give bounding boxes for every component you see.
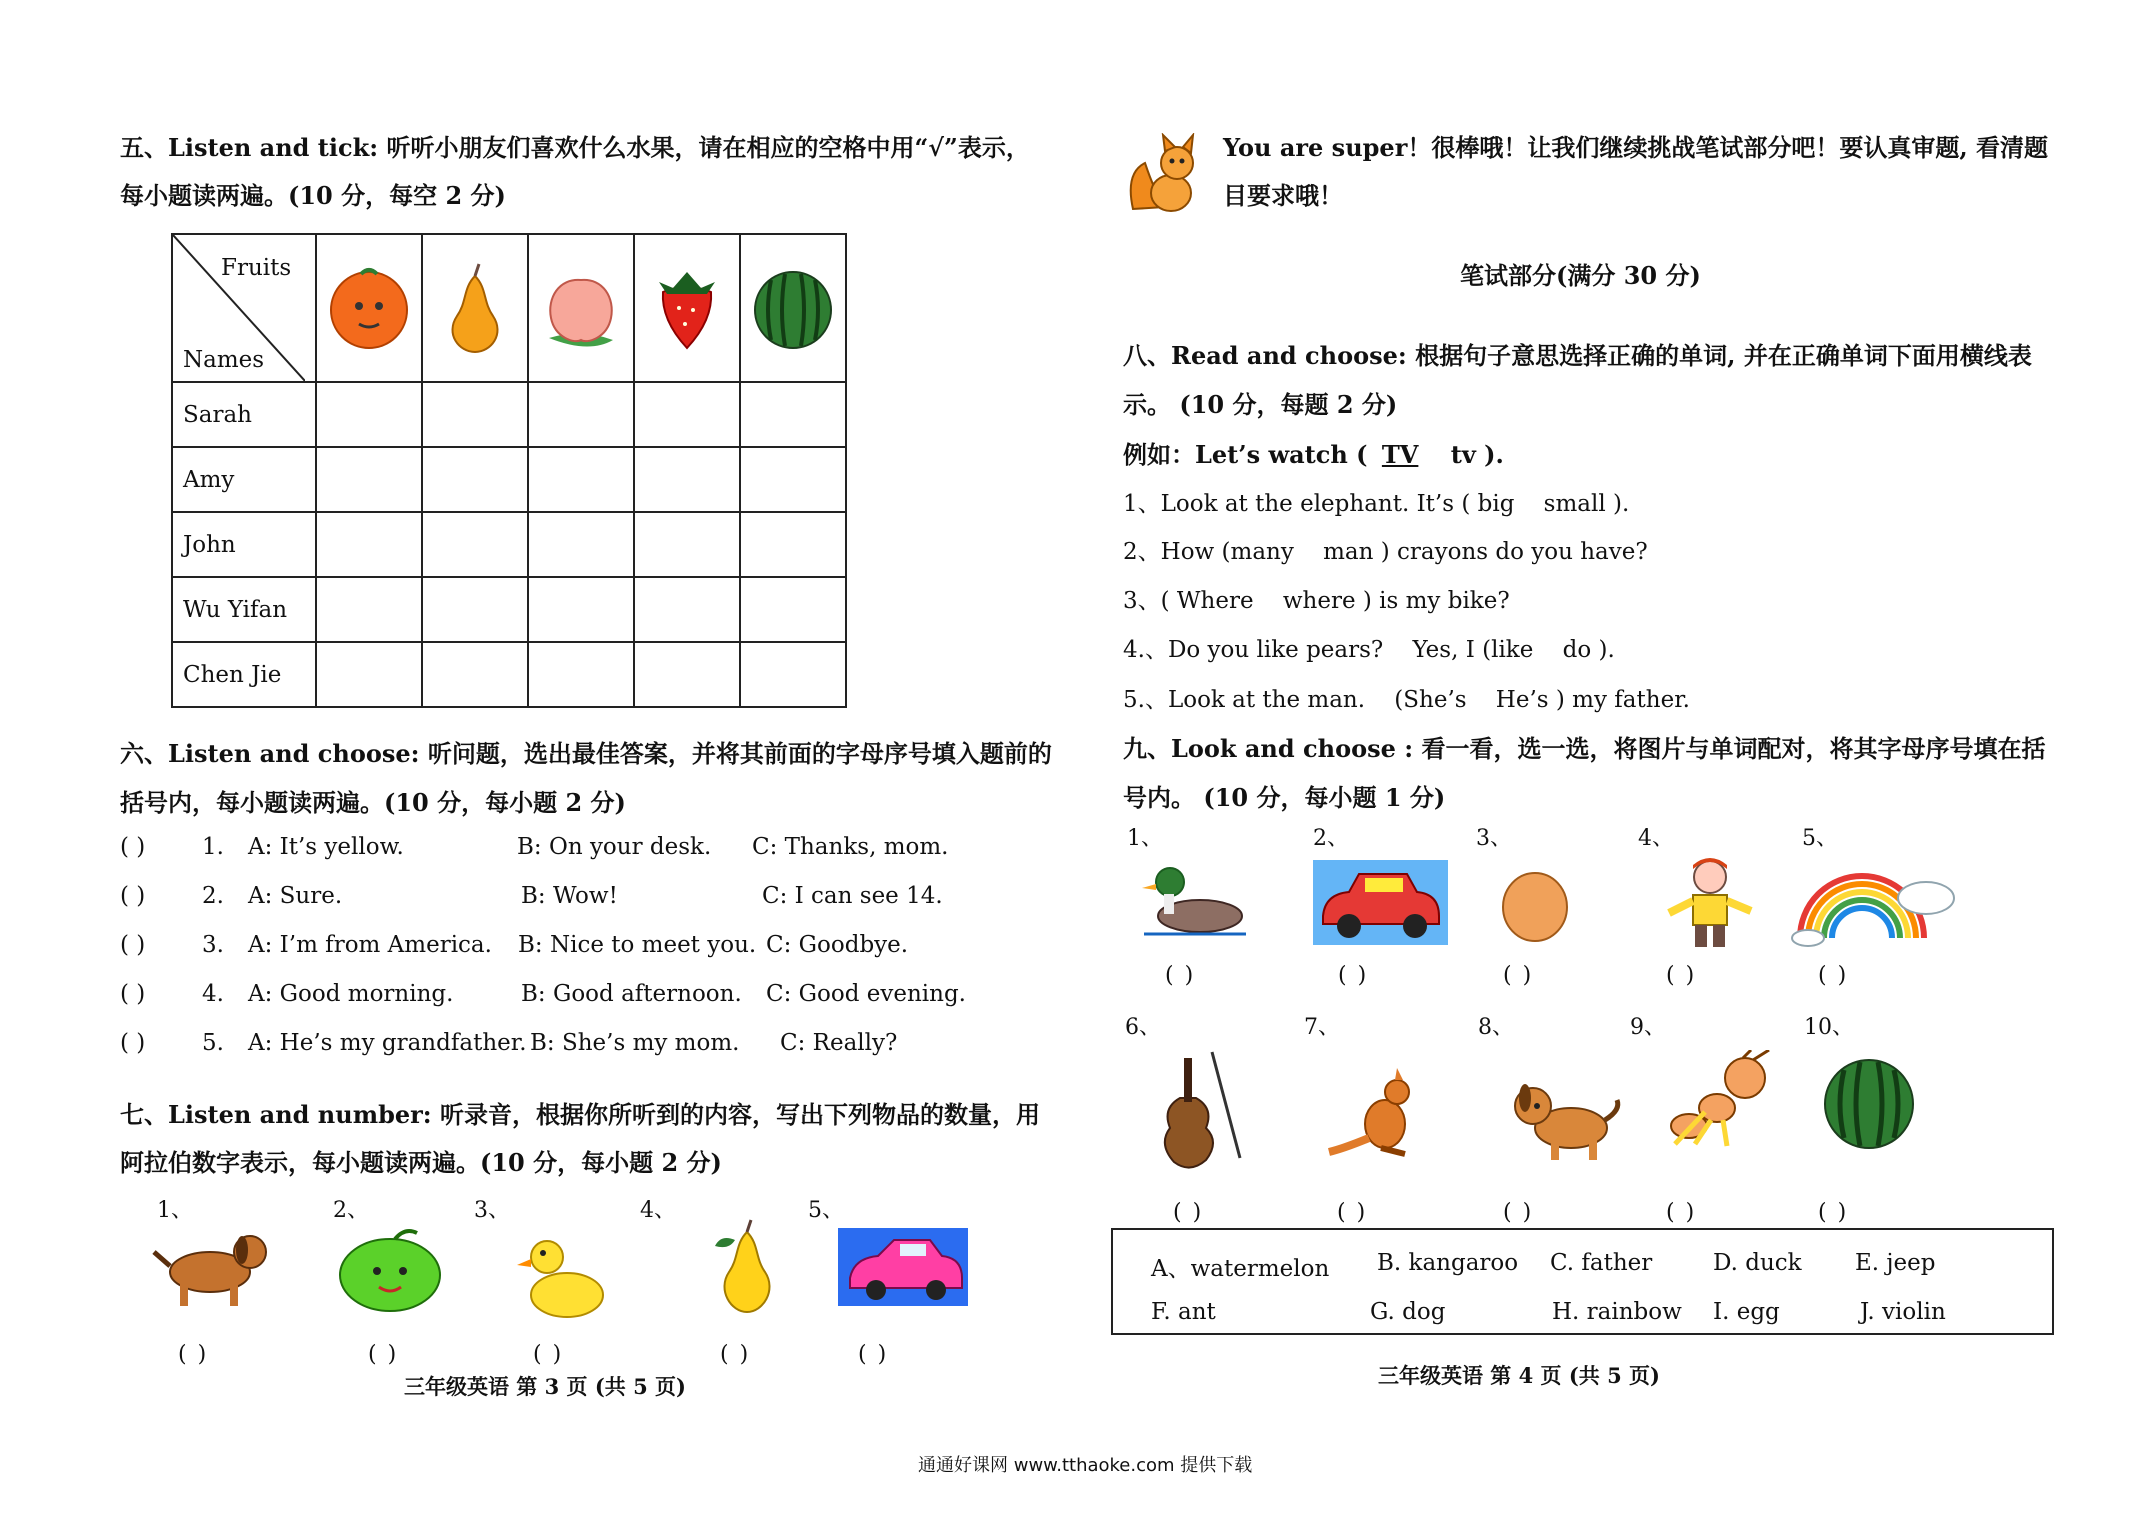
answer-paren[interactable]: ( ) [1338, 963, 1369, 988]
fruit-table [171, 233, 847, 708]
peach-icon [529, 258, 633, 358]
example-prefix: 例如：Let’s watch ( [1123, 440, 1368, 469]
answer-paren[interactable]: ( ) [858, 1342, 889, 1367]
option-b: B: Good afternoon. [521, 981, 742, 1007]
tick-cell[interactable] [634, 577, 740, 642]
question-number: 5. [202, 1030, 224, 1056]
apple-icon [325, 1225, 455, 1315]
answer-paren[interactable]: ( ) [1666, 963, 1697, 988]
tick-cell[interactable] [316, 382, 422, 447]
fox-icon [1125, 133, 1205, 218]
sec9-title-line2: 号内。 (10 分，每小题 1 分) [1123, 783, 1446, 812]
option-b: B: On your desk. [517, 834, 712, 860]
item-number: 7、 [1304, 1015, 1340, 1040]
item-number: 4、 [1638, 826, 1674, 851]
tick-cell[interactable] [528, 382, 634, 447]
tick-cell[interactable] [422, 512, 528, 577]
sec8-question: 4.、Do you like pears? Yes, I (like do ). [1123, 637, 1615, 663]
footer-page-4: 三年级英语 第 4 页 (共 5 页) [1378, 1363, 1660, 1388]
tick-cell[interactable] [634, 447, 740, 512]
tick-cell[interactable] [316, 512, 422, 577]
tick-cell[interactable] [422, 447, 528, 512]
car-icon [838, 1228, 968, 1306]
sec5-title-line2: 每小题读两遍。(10 分，每空 2 分) [120, 181, 506, 210]
option-word: C. father [1550, 1250, 1653, 1276]
jeep-icon [1313, 860, 1448, 945]
option-a: A: Good morning. [248, 981, 454, 1007]
tick-cell[interactable] [740, 642, 846, 707]
duck-icon [1140, 858, 1250, 938]
option-c: C: Good evening. [766, 981, 966, 1007]
item-number: 3、 [474, 1198, 510, 1223]
question-number: 2. [202, 883, 224, 909]
table-name-sarah: Sarah [172, 382, 316, 447]
example-suffix: tv ). [1450, 440, 1504, 469]
sec8-title-line1: 八、Read and choose: 根据句子意思选择正确的单词, 并在正确单词下面用横线表 [1123, 341, 2032, 370]
item-number: 5、 [1802, 826, 1838, 851]
answer-paren[interactable]: ( ) [120, 981, 146, 1007]
item-number: 6、 [1125, 1015, 1161, 1040]
tick-cell[interactable] [422, 382, 528, 447]
sec6-title-line2: 括号内，每小题读两遍。(10 分，每小题 2 分) [120, 788, 626, 817]
table-name-amy: Amy [172, 447, 316, 512]
answer-paren[interactable]: ( ) [1337, 1200, 1368, 1225]
sec8-question: 5.、Look at the man. (She’s He’s ) my father. [1123, 687, 1690, 713]
option-word: H. rainbow [1552, 1299, 1682, 1325]
sec9-title-line1: 九、Look and choose : 看一看，选一选，将图片与单词配对，将其字母序号填在括 [1123, 734, 2046, 763]
answer-paren[interactable]: ( ) [1666, 1200, 1697, 1225]
option-a: A: He’s my grandfather. [248, 1030, 527, 1056]
tick-cell[interactable] [422, 577, 528, 642]
item-number: 2、 [1313, 826, 1349, 851]
option-word: B. kangaroo [1377, 1250, 1519, 1276]
option-word: G. dog [1370, 1299, 1446, 1325]
sec7-title-line1: 七、Listen and number: 听录音，根据你所听到的内容，写出下列物品的数量，用 [120, 1100, 1041, 1129]
bottom-credit: 通通好课网 www.tthaoke.com 提供下载 [918, 1455, 1253, 1476]
answer-paren[interactable]: ( ) [1173, 1200, 1204, 1225]
option-c: C: Really? [780, 1030, 898, 1056]
intro-line1: You are super！很棒哦！让我们继续挑战笔试部分吧！要认真审题, 看清题 [1223, 133, 2049, 162]
tick-cell[interactable] [528, 512, 634, 577]
peach-image [528, 234, 634, 382]
kangaroo-icon [1325, 1068, 1430, 1158]
tick-cell[interactable] [528, 642, 634, 707]
option-c: C: Goodbye. [766, 932, 909, 958]
header-names: Names [183, 347, 265, 373]
option-b: B: Wow! [521, 883, 618, 909]
answer-paren[interactable]: ( ) [1503, 1200, 1534, 1225]
option-a: A: I’m from America. [248, 932, 492, 958]
egg-icon [1495, 865, 1575, 945]
answer-paren[interactable]: ( ) [1503, 963, 1534, 988]
answer-paren[interactable]: ( ) [368, 1342, 399, 1367]
answer-paren[interactable]: ( ) [720, 1342, 751, 1367]
tick-cell[interactable] [740, 447, 846, 512]
option-c: C: Thanks, mom. [752, 834, 949, 860]
answer-paren[interactable]: ( ) [120, 834, 146, 860]
sec5-title-line1: 五、Listen and tick: 听听小朋友们喜欢什么水果，请在相应的空格中用“√”表示， [120, 133, 1030, 162]
item-number: 9、 [1630, 1015, 1666, 1040]
tick-cell[interactable] [316, 577, 422, 642]
option-word: I. egg [1713, 1299, 1780, 1325]
item-number: 3、 [1476, 826, 1512, 851]
watermelon-image [740, 234, 846, 382]
sec8-question: 3、( Where where ) is my bike? [1123, 588, 1510, 614]
tick-cell[interactable] [316, 642, 422, 707]
ant-icon [1665, 1050, 1780, 1150]
pear-image [422, 234, 528, 382]
table-name-wu-yifan: Wu Yifan [172, 577, 316, 642]
strawberry-image [634, 234, 740, 382]
sec7-title-line2: 阿拉伯数字表示，每小题读两遍。(10 分，每小题 2 分) [120, 1148, 722, 1177]
pear-icon [685, 1218, 795, 1318]
option-a: A: Sure. [248, 883, 343, 909]
tick-cell[interactable] [740, 512, 846, 577]
sec8-question: 1、Look at the elephant. It’s ( big small ). [1123, 491, 1630, 517]
tick-cell[interactable] [634, 512, 740, 577]
item-number: 4、 [640, 1198, 676, 1223]
option-b: B: She’s my mom. [530, 1030, 740, 1056]
dog-icon [1505, 1070, 1625, 1165]
table-name-chen-jie: Chen Jie [172, 642, 316, 707]
answer-paren[interactable]: ( ) [533, 1342, 564, 1367]
item-number: 10、 [1804, 1015, 1854, 1040]
dog-icon [150, 1222, 275, 1312]
duck-icon [515, 1225, 610, 1325]
item-number: 1、 [157, 1198, 193, 1223]
strawberry-icon [635, 258, 739, 358]
tick-cell[interactable] [316, 447, 422, 512]
watermelon-icon [1822, 1054, 1917, 1154]
option-word: J. violin [1860, 1299, 1946, 1325]
option-word: F. ant [1151, 1299, 1216, 1325]
answer-paren[interactable]: ( ) [120, 1030, 146, 1056]
option-word: A、watermelon [1151, 1256, 1330, 1282]
tick-cell[interactable] [422, 642, 528, 707]
item-number: 2、 [333, 1198, 369, 1223]
sec8-title-line2: 示。 (10 分，每题 2 分) [1123, 390, 1398, 419]
option-b: B: Nice to meet you. [518, 932, 757, 958]
item-number: 5、 [808, 1198, 844, 1223]
answer-paren[interactable]: ( ) [120, 883, 146, 909]
sec6-title-line1: 六、Listen and choose: 听问题，选出最佳答案，并将其前面的字母序号填入题前的 [120, 739, 1052, 768]
table-name-john: John [172, 512, 316, 577]
tick-cell[interactable] [634, 382, 740, 447]
rainbow-icon [1790, 858, 1960, 948]
footer-page-3: 三年级英语 第 3 页 (共 5 页) [404, 1374, 686, 1399]
question-number: 1. [202, 834, 224, 860]
header-fruits: Fruits [221, 255, 292, 281]
tick-cell[interactable] [740, 577, 846, 642]
tick-cell[interactable] [528, 447, 634, 512]
answer-paren[interactable]: ( ) [1818, 1200, 1849, 1225]
option-c: C: I can see 14. [762, 883, 943, 909]
answer-paren[interactable]: ( ) [178, 1342, 209, 1367]
tick-cell[interactable] [740, 382, 846, 447]
answer-paren[interactable]: ( ) [1165, 963, 1196, 988]
table-corner-header [172, 234, 316, 382]
example-answer-tv: TV [1381, 440, 1419, 469]
sec8-example [1123, 435, 1504, 470]
item-number: 8、 [1478, 1015, 1514, 1040]
question-number: 3. [202, 932, 224, 958]
tick-cell[interactable] [634, 642, 740, 707]
written-section-title: 笔试部分(满分 30 分) [1460, 261, 1701, 290]
question-number: 4. [202, 981, 224, 1007]
orange-icon [317, 258, 421, 358]
orange-image [316, 234, 422, 382]
intro-line2: 目要求哦！ [1223, 181, 1343, 210]
answer-paren[interactable]: ( ) [1818, 963, 1849, 988]
watermelon-icon [741, 258, 845, 358]
sec8-question: 2、How (many man ) crayons do you have? [1123, 539, 1648, 565]
violin-icon [1140, 1048, 1250, 1178]
option-word: E. jeep [1855, 1250, 1936, 1276]
option-word: D. duck [1713, 1250, 1802, 1276]
father-icon [1655, 855, 1765, 950]
pear-icon [423, 258, 527, 358]
answer-paren[interactable]: ( ) [120, 932, 146, 958]
item-number: 1、 [1127, 826, 1163, 851]
tick-cell[interactable] [528, 577, 634, 642]
option-a: A: It’s yellow. [248, 834, 404, 860]
